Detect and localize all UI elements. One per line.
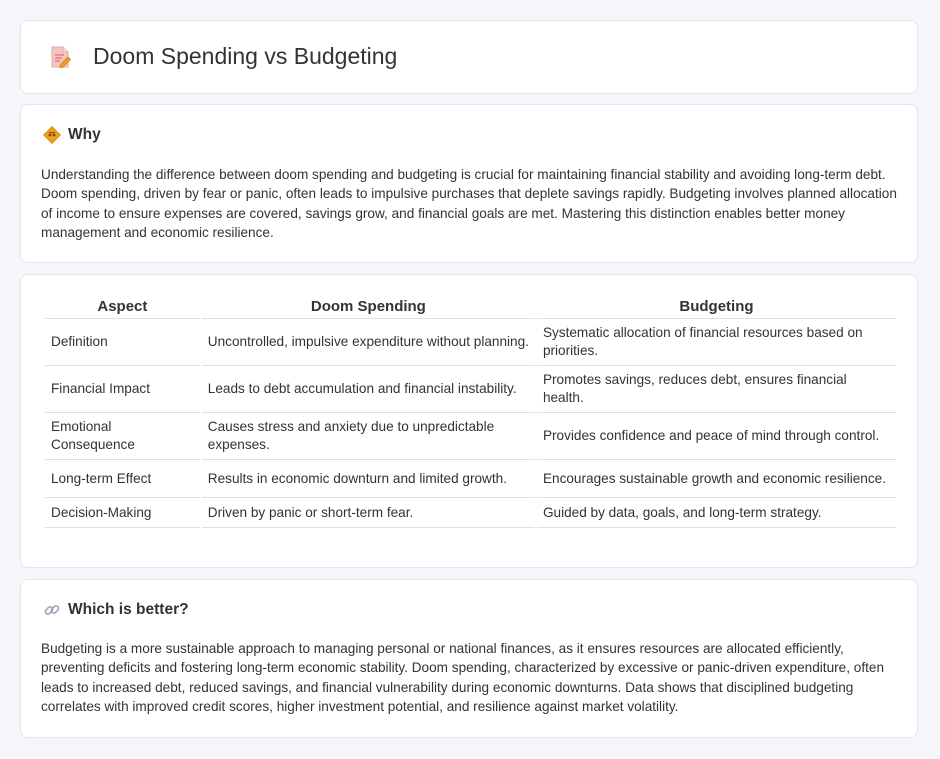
diamond-sign-icon: [43, 126, 61, 144]
table-row: [45, 413, 896, 460]
header-aspect: Aspect: [45, 295, 200, 319]
document-edit-icon: [47, 44, 73, 70]
table-row: [45, 366, 896, 413]
aspect-cell: Long-term Effect: [45, 460, 200, 498]
page-title: Doom Spending vs Budgeting: [93, 43, 398, 69]
better-body: Budgeting is a more sustainable approach to managing personal or national finances, as it ensures resources are allocated efficiently, preventing deficits and fostering long-term economic stability. Doom spending, characterized by excessive or panic-driven expenditure, often leads to increased debt, reduced savings, and financial vulnerability during economic downturns. Data shows that disciplined budgeting correlates with improved credit scores, higher investment potential, and resilience against market volatility.: [41, 641, 884, 715]
table-header-row: [45, 295, 896, 319]
doom-spending-cell: Driven by panic or short-term fear.: [202, 498, 535, 528]
aspect-cell: Definition: [45, 319, 200, 366]
aspect-cell: Decision-Making: [45, 498, 200, 528]
which-is-better-card: [20, 579, 918, 738]
doom-spending-cell: Uncontrolled, impulsive expenditure without planning.: [202, 319, 535, 366]
header-budgeting: Budgeting: [537, 295, 896, 319]
budgeting-cell: Provides confidence and peace of mind through control.: [537, 413, 896, 460]
aspect-cell: Emotional Consequence: [45, 413, 200, 460]
table-row: [45, 498, 896, 528]
header-doom-spending: Doom Spending: [202, 295, 535, 319]
comparison-table: [43, 295, 898, 528]
doom-spending-cell: Leads to debt accumulation and financial instability.: [202, 366, 535, 413]
budgeting-cell: Guided by data, goals, and long-term strategy.: [537, 498, 896, 528]
budgeting-cell: Systematic allocation of financial resources based on priorities.: [537, 319, 896, 366]
why-body: Understanding the difference between doom spending and budgeting is crucial for maintaining financial stability and avoiding long-term debt. Doom spending, driven by fear or panic, often leads to impulsive purchases that deplete savings rapidly. Budgeting involves planned allocation of income to ensure expenses are covered, savings grow, and financial goals are met. Mastering this distinction enables better money management and economic resilience.: [41, 167, 897, 241]
better-heading: [43, 601, 189, 619]
table-row: [45, 460, 896, 498]
table-row: [45, 319, 896, 366]
better-title: Which is better?: [68, 601, 189, 618]
budgeting-cell: Encourages sustainable growth and economic resilience.: [537, 460, 896, 498]
why-card: [20, 104, 918, 263]
budgeting-cell: Promotes savings, reduces debt, ensures financial health.: [537, 366, 896, 413]
link-icon: [43, 601, 61, 619]
aspect-cell: Financial Impact: [45, 366, 200, 413]
why-title: Why: [68, 126, 101, 143]
why-heading: [43, 126, 101, 144]
comparison-card: [20, 274, 918, 568]
doom-spending-cell: Results in economic downturn and limited growth.: [202, 460, 535, 498]
doom-spending-cell: Causes stress and anxiety due to unpredictable expenses.: [202, 413, 535, 460]
header-card: [20, 20, 918, 94]
title-row: [47, 43, 397, 70]
